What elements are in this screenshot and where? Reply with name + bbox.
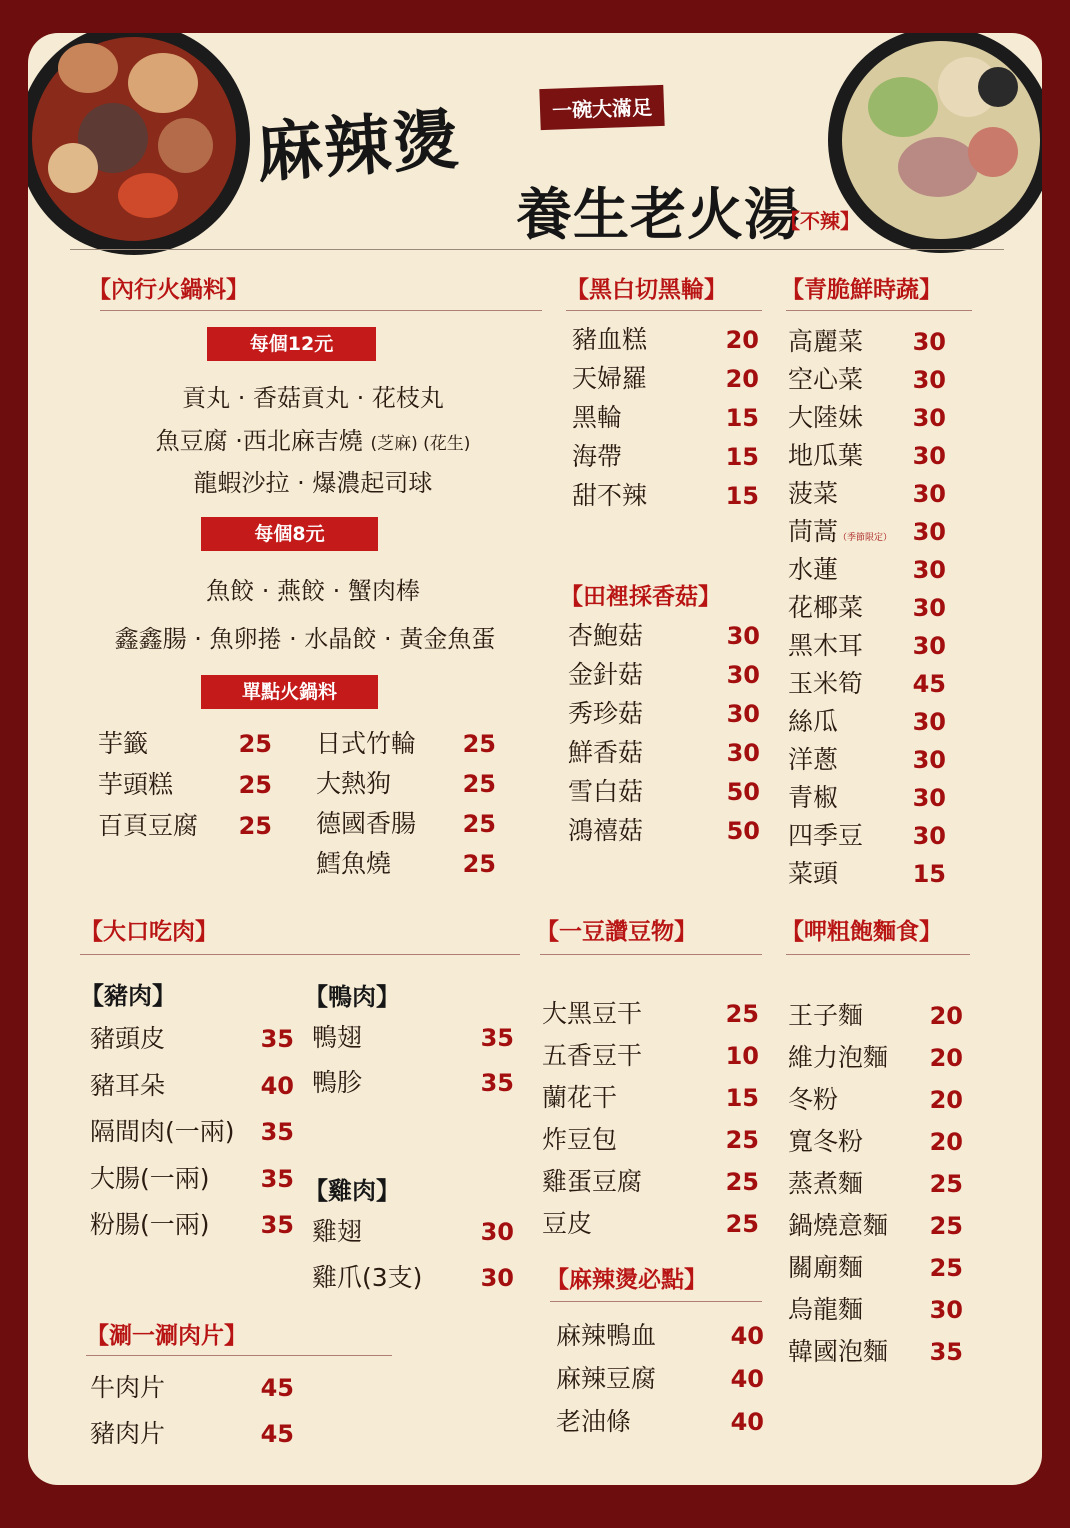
section-divider xyxy=(786,954,970,955)
menu-item-price: 30 xyxy=(912,632,946,660)
menu-item-price: 40 xyxy=(730,1408,764,1436)
section-title-sliced-meat: 【涮一涮肉片】 xyxy=(86,1322,247,1349)
section-divider xyxy=(540,954,762,955)
menu-item-label: 大腸(一兩) xyxy=(90,1163,210,1193)
menu-item-name xyxy=(788,745,838,775)
menu-item-label: 大黑豆干 xyxy=(542,999,643,1028)
menu-item-label: 豆皮 xyxy=(542,1209,593,1238)
menu-item-name xyxy=(90,1071,165,1101)
menu-item-label: 豬血糕 xyxy=(572,325,648,354)
menu-item-name xyxy=(572,325,647,355)
subsection-duck: 【鴨肉】 xyxy=(304,982,400,1011)
menu-item-price: 30 xyxy=(480,1218,514,1246)
menu-item-name xyxy=(316,849,391,879)
menu-item-price: 45 xyxy=(912,670,946,698)
header-divider xyxy=(70,249,1004,250)
menu-item-label: 鮮香菇 xyxy=(568,738,644,767)
menu-item-label: 蒸煮麵 xyxy=(788,1169,864,1198)
menu-item-label: 雪白菇 xyxy=(568,777,644,806)
menu-item-name xyxy=(556,1321,656,1351)
menu-item-price: 30 xyxy=(912,556,946,584)
menu-item-label: 豬頭皮 xyxy=(90,1024,166,1053)
menu-item-price: 25 xyxy=(929,1212,963,1240)
menu-item-price: 30 xyxy=(726,739,760,767)
menu-item-price: 25 xyxy=(725,1168,759,1196)
menu-item-label: 關廟麵 xyxy=(788,1253,864,1282)
section-title-hotpot: 【內行火鍋料】 xyxy=(88,276,249,303)
menu-item-price: 30 xyxy=(912,404,946,432)
menu-item-price: 15 xyxy=(912,860,946,888)
title-herbal-soup: 養生老火湯 xyxy=(516,182,801,248)
menu-item-name xyxy=(788,1169,863,1199)
menu-item-name xyxy=(788,1043,888,1073)
menu-item-price: 30 xyxy=(726,700,760,728)
menu-item-name xyxy=(788,859,838,889)
menu-item-name xyxy=(788,707,838,737)
menu-item-name xyxy=(788,1295,863,1325)
menu-item-price: 30 xyxy=(912,746,946,774)
menu-item-label: 水蓮 xyxy=(788,555,839,584)
menu-item-price: 15 xyxy=(725,1084,759,1112)
menu-item-label: 青椒 xyxy=(788,783,839,812)
menu-item-name xyxy=(572,481,647,511)
menu-item-name xyxy=(312,1023,362,1053)
menu-item-label: 牛肉片 xyxy=(90,1373,166,1402)
herbal-soup-bowl-image xyxy=(828,33,1042,253)
menu-item-name xyxy=(788,365,863,395)
menu-item-name xyxy=(316,809,416,839)
menu-item-name xyxy=(542,1083,617,1113)
menu-item-price: 30 xyxy=(912,518,946,546)
hotpot-line-4: 魚餃 · 燕餃 · 蟹肉棒 xyxy=(206,577,420,605)
menu-item-label: 芋頭糕 xyxy=(98,770,174,799)
menu-item-price: 20 xyxy=(929,1002,963,1030)
menu-item-price: 30 xyxy=(912,442,946,470)
menu-item-price: 40 xyxy=(730,1365,764,1393)
menu-item-name xyxy=(90,1164,210,1194)
menu-item-name xyxy=(788,555,838,585)
menu-item-name xyxy=(542,999,642,1029)
menu-item-label: 粉腸(一兩) xyxy=(90,1210,210,1239)
menu-item-price: 45 xyxy=(260,1374,294,1402)
menu-item-label: 老油條 xyxy=(556,1407,632,1436)
menu-item-price: 35 xyxy=(260,1118,294,1146)
menu-item-name xyxy=(788,631,863,661)
menu-item-name xyxy=(788,593,863,623)
menu-item-label: 菠菜 xyxy=(788,479,839,508)
section-title-black-white: 【黑白切黑輪】 xyxy=(566,276,727,303)
menu-item-price: 30 xyxy=(726,622,760,650)
menu-item-name xyxy=(90,1419,165,1449)
menu-item-price: 25 xyxy=(238,771,272,799)
menu-item-name xyxy=(788,821,863,851)
menu-item-name xyxy=(98,811,198,841)
menu-item-label: 黑木耳 xyxy=(788,631,864,660)
menu-item-price: 25 xyxy=(725,1126,759,1154)
stamp-badge: 一碗大滿足 xyxy=(539,85,664,130)
menu-item-label: 玉米筍 xyxy=(788,669,864,698)
menu-item-name xyxy=(788,1085,838,1115)
menu-item-price: 25 xyxy=(462,770,496,798)
menu-item-label: 麻辣豆腐 xyxy=(556,1364,657,1393)
menu-item-price: 15 xyxy=(725,404,759,432)
menu-item-name xyxy=(788,669,863,699)
menu-item-label: 大陸妹 xyxy=(788,403,864,432)
menu-item-label: 鍋燒意麵 xyxy=(788,1211,889,1240)
menu-item-name xyxy=(788,1211,888,1241)
menu-item-label: 芋籤 xyxy=(98,729,149,758)
menu-item-price: 20 xyxy=(929,1086,963,1114)
price-tag-12: 每個12元 xyxy=(207,327,376,361)
menu-item-label: 大熱狗 xyxy=(316,769,392,798)
menu-item-price: 25 xyxy=(725,1210,759,1238)
menu-item-price: 25 xyxy=(462,850,496,878)
menu-item-name xyxy=(572,403,622,433)
menu-item-name xyxy=(556,1407,631,1437)
menu-item-name xyxy=(542,1125,617,1155)
hotpot-line-2-main: 魚豆腐 ·西北麻吉燒 xyxy=(155,427,363,455)
menu-item-label: 地瓜葉 xyxy=(788,441,864,470)
menu-item-price: 50 xyxy=(726,778,760,806)
menu-item-name xyxy=(312,1217,362,1247)
section-divider xyxy=(550,1301,762,1302)
menu-item-name xyxy=(788,517,892,553)
section-title-mushroom: 【田裡採香菇】 xyxy=(560,583,721,610)
menu-item-label: 鴨胗 xyxy=(312,1068,363,1097)
menu-item-label: 烏龍麵 xyxy=(788,1295,864,1324)
menu-item-label: 鴨翅 xyxy=(312,1023,363,1052)
menu-item-name xyxy=(788,1337,888,1367)
menu-item-name xyxy=(316,729,416,759)
title-mala: 麻辣燙 xyxy=(253,99,463,193)
not-spicy-note: 【不辣】 xyxy=(780,209,860,233)
menu-item-note: （季節限定） xyxy=(838,533,893,543)
menu-item-name xyxy=(542,1041,642,1071)
menu-item-price: 25 xyxy=(929,1170,963,1198)
menu-item-label: 寬冬粉 xyxy=(788,1127,864,1156)
menu-item-name xyxy=(568,699,643,729)
menu-card xyxy=(28,33,1042,1485)
menu-item-label: 炸豆包 xyxy=(542,1125,618,1154)
menu-item-label: 鴻禧菇 xyxy=(568,816,644,845)
menu-item-name xyxy=(788,479,838,509)
menu-item-name xyxy=(568,777,643,807)
menu-item-label: 豬耳朵 xyxy=(90,1070,166,1100)
menu-item-label: 麻辣鴨血 xyxy=(556,1321,657,1350)
menu-item-price: 25 xyxy=(238,730,272,758)
menu-item-price: 30 xyxy=(929,1296,963,1324)
menu-item-price: 35 xyxy=(929,1338,963,1366)
menu-item-price: 15 xyxy=(725,482,759,510)
menu-item-label: 杏鮑菇 xyxy=(568,621,644,650)
menu-item-price: 25 xyxy=(725,1000,759,1028)
menu-item-price: 20 xyxy=(929,1044,963,1072)
menu-item-name xyxy=(568,660,643,690)
menu-item-name xyxy=(788,327,863,357)
menu-item-price: 35 xyxy=(480,1069,514,1097)
menu-item-name xyxy=(556,1364,656,1394)
menu-item-name xyxy=(568,738,643,768)
menu-item-label: 絲瓜 xyxy=(788,707,839,736)
menu-item-label: 德國香腸 xyxy=(316,809,417,838)
menu-item-name xyxy=(98,770,173,800)
menu-item-name xyxy=(316,769,391,799)
section-divider xyxy=(86,1355,392,1356)
menu-item-label: 洋蔥 xyxy=(788,745,839,774)
section-divider xyxy=(786,310,972,311)
menu-item-label: 冬粉 xyxy=(788,1085,839,1114)
menu-item-label: 雞爪(3支) xyxy=(312,1263,423,1292)
menu-item-price: 20 xyxy=(725,326,759,354)
section-title-noodles: 【呷粗飽麵食】 xyxy=(781,918,942,945)
menu-item-label: 高麗菜 xyxy=(788,327,864,356)
menu-item-label: 雞蛋豆腐 xyxy=(542,1167,643,1196)
section-divider xyxy=(80,954,520,955)
section-divider xyxy=(566,310,762,311)
menu-item-price: 25 xyxy=(462,810,496,838)
menu-item-label: 雞翅 xyxy=(312,1217,363,1246)
menu-item-price: 40 xyxy=(260,1071,294,1100)
menu-item-price: 35 xyxy=(480,1024,514,1052)
menu-item-name xyxy=(542,1209,592,1239)
menu-item-price: 15 xyxy=(725,443,759,471)
menu-item-price: 40 xyxy=(730,1322,764,1350)
menu-item-price: 25 xyxy=(929,1254,963,1282)
menu-item-price: 10 xyxy=(725,1042,759,1070)
menu-item-price: 30 xyxy=(912,822,946,850)
menu-item-label: 豬肉片 xyxy=(90,1419,166,1448)
hotpot-line-2-note: (芝麻) (花生) xyxy=(370,434,471,454)
menu-item-name xyxy=(568,621,643,651)
menu-item-name xyxy=(572,442,622,472)
menu-item-price: 50 xyxy=(726,817,760,845)
menu-item-price: 20 xyxy=(725,365,759,393)
menu-item-price: 35 xyxy=(260,1025,294,1053)
menu-item-label: 黑輪 xyxy=(572,403,623,432)
menu-item-name xyxy=(90,1117,235,1147)
menu-item-price: 30 xyxy=(912,594,946,622)
menu-item-name xyxy=(788,441,863,471)
menu-item-price: 30 xyxy=(912,480,946,508)
section-title-meat: 【大口吃肉】 xyxy=(80,918,218,945)
menu-item-name xyxy=(312,1068,362,1098)
menu-item-label: 花椰菜 xyxy=(788,593,864,622)
menu-item-name xyxy=(90,1373,165,1403)
menu-item-name xyxy=(90,1210,210,1240)
menu-item-price: 25 xyxy=(462,730,496,758)
price-tag-single: 單點火鍋料 xyxy=(201,675,378,709)
menu-item-label: 甜不辣 xyxy=(572,481,648,510)
menu-item-label: 茼蒿 xyxy=(788,517,839,546)
menu-item-price: 25 xyxy=(238,812,272,840)
menu-item-price: 35 xyxy=(260,1164,294,1193)
menu-item-name xyxy=(788,1001,863,1031)
hotpot-line-1: 貢丸 · 香菇貢丸 · 花枝丸 xyxy=(182,384,444,412)
menu-item-label: 金針菇 xyxy=(568,660,644,689)
menu-item-label: 百頁豆腐 xyxy=(98,811,199,840)
menu-item-label: 空心菜 xyxy=(788,365,864,394)
menu-item-label: 四季豆 xyxy=(788,821,864,850)
section-title-must-order: 【麻辣燙必點】 xyxy=(546,1266,707,1293)
menu-item-price: 30 xyxy=(912,366,946,394)
menu-item-name xyxy=(542,1167,642,1197)
menu-item-label: 隔間肉(一兩) xyxy=(90,1117,235,1146)
menu-item-price: 30 xyxy=(726,661,760,689)
menu-item-name xyxy=(572,364,647,394)
section-title-veggies: 【青脆鮮時蔬】 xyxy=(781,276,942,303)
menu-item-label: 菜頭 xyxy=(788,859,839,888)
hotpot-line-5: 鑫鑫腸 · 魚卵捲 · 水晶餃 · 黃金魚蛋 xyxy=(114,625,496,653)
menu-item-price: 30 xyxy=(912,328,946,356)
mala-bowl-image xyxy=(28,33,250,255)
section-title-tofu: 【一豆讚豆物】 xyxy=(536,918,697,945)
subsection-pork: 【豬肉】 xyxy=(80,981,176,1010)
menu-item-name xyxy=(788,783,838,813)
subsection-chicken: 【雞肉】 xyxy=(304,1176,400,1205)
menu-item-label: 韓國泡麵 xyxy=(788,1337,889,1366)
menu-item-price: 30 xyxy=(480,1264,514,1292)
menu-item-price: 20 xyxy=(929,1128,963,1156)
menu-item-name xyxy=(788,403,863,433)
menu-item-name xyxy=(788,1127,863,1157)
menu-item-label: 海帶 xyxy=(572,442,623,471)
menu-item-label: 天婦羅 xyxy=(572,364,648,393)
menu-item-price: 45 xyxy=(260,1420,294,1448)
hotpot-line-3: 龍蝦沙拉 · 爆濃起司球 xyxy=(193,469,433,497)
menu-item-name xyxy=(90,1024,165,1054)
menu-item-name xyxy=(568,816,643,846)
menu-item-label: 鱈魚燒 xyxy=(316,849,392,878)
section-divider xyxy=(100,310,542,311)
menu-item-price: 35 xyxy=(260,1211,294,1239)
menu-item-label: 秀珍菇 xyxy=(568,699,644,728)
menu-item-name xyxy=(312,1263,422,1293)
menu-item-price: 30 xyxy=(912,708,946,736)
menu-item-label: 維力泡麵 xyxy=(788,1043,889,1072)
menu-item-name xyxy=(788,1253,863,1283)
menu-item-label: 蘭花干 xyxy=(542,1083,618,1112)
menu-item-price: 30 xyxy=(912,784,946,812)
menu-item-name xyxy=(98,729,148,759)
menu-item-label: 日式竹輪 xyxy=(316,729,417,758)
price-tag-8: 每個8元 xyxy=(201,517,378,551)
menu-item-label: 王子麵 xyxy=(788,1001,864,1030)
menu-item-label: 五香豆干 xyxy=(542,1041,643,1070)
hotpot-line-2 xyxy=(100,421,526,456)
